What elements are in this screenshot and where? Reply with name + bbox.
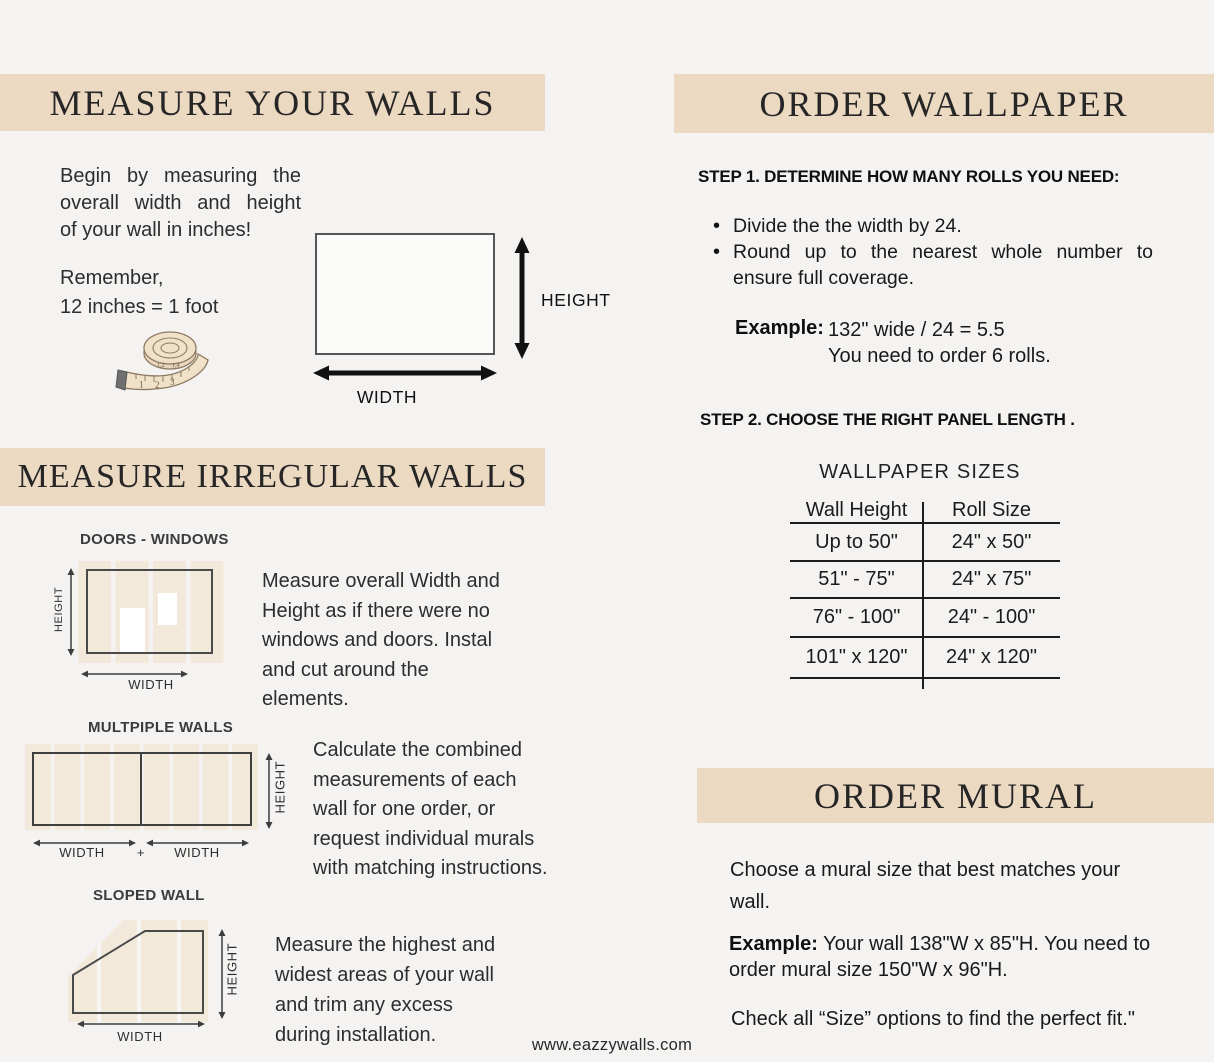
table-cell: 24" x 75" bbox=[951, 568, 1032, 590]
text-line: wall. bbox=[730, 891, 771, 913]
column-header: Roll Size bbox=[952, 498, 1031, 521]
section-header-order-wallpaper bbox=[674, 74, 1214, 133]
width-arrow bbox=[313, 363, 497, 383]
section-title-order-mural: ORDER MURAL bbox=[813, 775, 1098, 816]
width-label-right: WIDTH bbox=[174, 845, 220, 860]
multiple-walls-outline bbox=[32, 752, 252, 826]
text-line: Measure overall Width and bbox=[262, 570, 500, 592]
text-line: 132" wide / 24 = 5.5 bbox=[828, 319, 1005, 341]
text-line: and trim any excess bbox=[275, 994, 453, 1016]
text-line: during installation. bbox=[275, 1024, 437, 1046]
table-title: WALLPAPER SIZES bbox=[819, 461, 1021, 483]
wallpaper-sizes-table bbox=[790, 498, 1060, 679]
svg-text:1,2: 1,2 bbox=[157, 363, 165, 369]
table-cell: Up to 50" bbox=[815, 530, 898, 553]
website-url: www.eazzywalls.com bbox=[531, 1036, 693, 1054]
table-row bbox=[790, 638, 1060, 679]
text-line: Remember, bbox=[60, 267, 164, 289]
text-line: measurements of each bbox=[313, 768, 517, 791]
intro-paragraph bbox=[60, 163, 301, 244]
text-line: ensure full coverage. bbox=[733, 267, 915, 289]
table-row bbox=[790, 524, 1060, 562]
table-header-row bbox=[790, 498, 1060, 524]
svg-text:1,4: 1,4 bbox=[172, 363, 180, 369]
text-line: • Round up to the nearest whole number to bbox=[733, 241, 1153, 263]
text-line: Begin by measuring the bbox=[60, 165, 301, 187]
table-cell: 101" x 120" bbox=[805, 646, 908, 668]
table-cell: 24" x 50" bbox=[951, 530, 1032, 553]
wall-rectangle bbox=[315, 233, 495, 355]
svg-text:3: 3 bbox=[170, 377, 175, 387]
section-header-irregular-walls bbox=[0, 448, 545, 506]
remember-note bbox=[60, 264, 280, 322]
table-cell: 24" - 100" bbox=[947, 606, 1036, 628]
example-values bbox=[828, 317, 1051, 369]
height-label: HEIGHT bbox=[224, 942, 240, 996]
multiple-walls-label: MULTPIPLE WALLS bbox=[88, 719, 234, 736]
text-line: and cut around the elements. bbox=[262, 658, 429, 710]
step1-example bbox=[735, 317, 1051, 369]
table-cell: 24" x 120" bbox=[946, 646, 1037, 668]
table-row bbox=[790, 599, 1060, 638]
bullet-text: • Divide the the width by 24. bbox=[733, 215, 962, 237]
text-line: Measure the highest and bbox=[275, 934, 496, 956]
text-line: Choose a mural size that best matches your bbox=[730, 859, 1121, 881]
text-line: request individual murals bbox=[313, 827, 535, 850]
bullet-item bbox=[713, 213, 1153, 239]
text-line: Height as if there were no bbox=[262, 599, 490, 622]
step1-heading: STEP 1. DETERMINE HOW MANY ROLLS YOU NEED: bbox=[698, 167, 1120, 186]
example-text: Your wall 138"W x 85"H. You need to bbox=[823, 933, 1151, 955]
svg-text:1: 1 bbox=[139, 379, 144, 390]
height-label: HEIGHT bbox=[53, 586, 65, 632]
text-line: 12 inches = 1 foot bbox=[60, 296, 219, 318]
doors-windows-text bbox=[262, 567, 520, 715]
height-arrow-thin bbox=[65, 568, 77, 656]
text-line: of your wall in inches! bbox=[60, 219, 252, 241]
width-label: WIDTH bbox=[117, 1029, 163, 1044]
doors-windows-wall-outline bbox=[86, 569, 213, 654]
width-label-left: WIDTH bbox=[59, 845, 105, 860]
text-line: with matching instructions. bbox=[313, 857, 548, 879]
example-label: Example: bbox=[735, 317, 824, 339]
section-title-order-wallpaper: ORDER WALLPAPER bbox=[759, 83, 1129, 124]
text-line: order mural size 150"W x 96"H. bbox=[729, 959, 1008, 981]
multiple-walls-text bbox=[313, 736, 551, 884]
section-header-measure-walls bbox=[0, 74, 545, 131]
mural-intro bbox=[730, 854, 1185, 918]
plus-sign: + bbox=[136, 845, 146, 860]
text-line: Calculate the combined bbox=[313, 739, 523, 761]
example-label: Example: bbox=[729, 933, 818, 955]
step1-bullets bbox=[713, 213, 1153, 291]
text-line bbox=[729, 931, 1189, 957]
sloped-wall-label: SLOPED WALL bbox=[93, 887, 205, 904]
table-cell: 76" - 100" bbox=[812, 606, 901, 628]
table-row bbox=[790, 562, 1060, 599]
bullet-item bbox=[713, 239, 1153, 291]
width-label: WIDTH bbox=[128, 677, 174, 692]
sloped-wall-text bbox=[275, 930, 515, 1050]
table-cell: 51" - 75" bbox=[818, 568, 895, 590]
step2-heading: STEP 2. CHOOSE THE RIGHT PANEL LENGTH . bbox=[700, 410, 1075, 429]
text-line: widest areas of your wall bbox=[275, 964, 494, 986]
mural-note: Check all “Size” options to find the perfect fit." bbox=[731, 1008, 1135, 1030]
section-title-irregular-walls: MEASURE IRREGULAR WALLS bbox=[17, 458, 528, 495]
text-line: wall for one order, or bbox=[313, 798, 496, 820]
text-line: overall width and height bbox=[60, 192, 301, 214]
svg-text:2: 2 bbox=[155, 380, 160, 390]
column-header: Wall Height bbox=[805, 498, 908, 521]
height-label: HEIGHT bbox=[272, 760, 288, 814]
mural-example bbox=[729, 931, 1189, 983]
tape-measure-icon bbox=[112, 326, 234, 398]
text-line: windows and doors. Instal bbox=[262, 629, 493, 651]
section-header-order-mural bbox=[697, 768, 1214, 823]
width-label: WIDTH bbox=[356, 387, 418, 407]
height-label: HEIGHT bbox=[541, 290, 611, 310]
bullet-text bbox=[733, 239, 1153, 291]
height-arrow bbox=[511, 237, 533, 359]
doors-windows-label: DOORS - WINDOWS bbox=[80, 531, 229, 548]
wall-divider-line bbox=[140, 752, 142, 826]
sloped-wall-diagram bbox=[60, 913, 212, 1025]
text-line: You need to order 6 rolls. bbox=[828, 345, 1051, 367]
table-divider-line bbox=[922, 502, 924, 689]
section-title-measure-walls: MEASURE YOUR WALLS bbox=[49, 82, 496, 123]
